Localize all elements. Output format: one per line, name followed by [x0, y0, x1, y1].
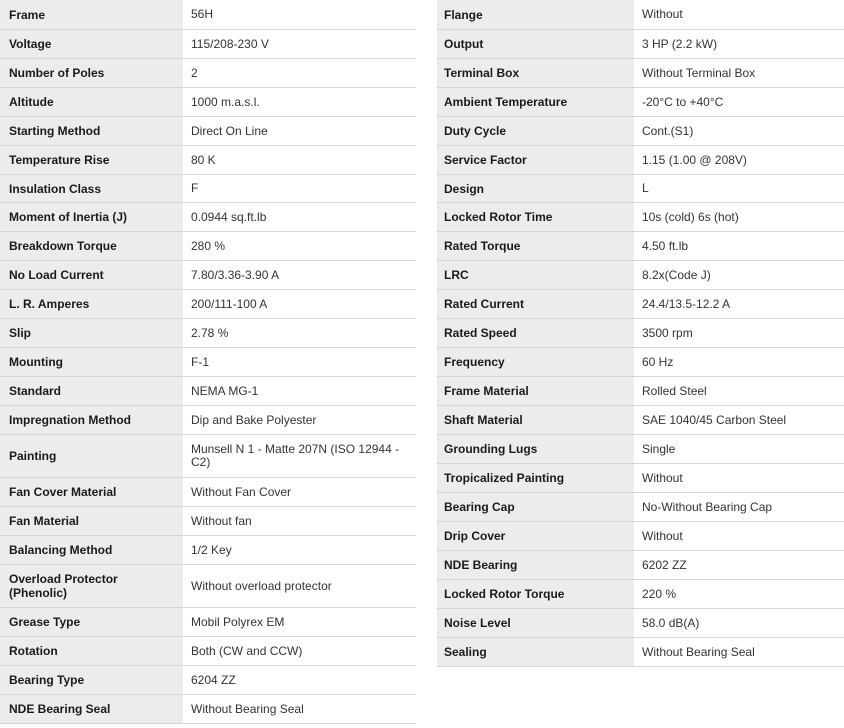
spec-row	[0, 290, 416, 319]
spec-label: Locked Rotor Time	[437, 203, 634, 231]
spec-value: Cont.(S1)	[634, 117, 844, 145]
spec-row	[437, 609, 844, 638]
spec-row	[437, 0, 844, 30]
spec-label: Rated Torque	[437, 232, 634, 260]
spec-label: Duty Cycle	[437, 117, 634, 145]
spec-row	[437, 406, 844, 435]
spec-value: 10s (cold) 6s (hot)	[634, 203, 844, 231]
spec-row	[0, 232, 416, 261]
spec-value: 280 %	[183, 232, 416, 260]
spec-label: Standard	[0, 377, 183, 405]
spec-value: 6204 ZZ	[183, 666, 416, 694]
spec-label: Terminal Box	[437, 59, 634, 87]
spec-row	[0, 478, 416, 507]
spec-label: Service Factor	[437, 146, 634, 174]
spec-row	[437, 493, 844, 522]
spec-value: 3 HP (2.2 kW)	[634, 30, 844, 58]
spec-value: 8.2x(Code J)	[634, 261, 844, 289]
spec-value: Without Bearing Seal	[183, 695, 416, 723]
spec-value: Both (CW and CCW)	[183, 637, 416, 665]
spec-label: LRC	[437, 261, 634, 289]
spec-label: Altitude	[0, 88, 183, 116]
spec-label: Moment of Inertia (J)	[0, 203, 183, 231]
spec-label: Bearing Cap	[437, 493, 634, 521]
spec-row	[437, 522, 844, 551]
spec-value: 115/208-230 V	[183, 30, 416, 58]
spec-value: 24.4/13.5-12.2 A	[634, 290, 844, 318]
spec-label: Tropicalized Painting	[437, 464, 634, 492]
spec-row	[0, 0, 416, 30]
spec-label: Bearing Type	[0, 666, 183, 694]
spec-label: Noise Level	[437, 609, 634, 637]
spec-label: Temperature Rise	[0, 146, 183, 174]
spec-row	[0, 695, 416, 724]
spec-label: Design	[437, 175, 634, 202]
spec-row	[437, 377, 844, 406]
spec-label: Painting	[0, 435, 183, 477]
spec-label: Frame Material	[437, 377, 634, 405]
spec-value: 0.0944 sq.ft.lb	[183, 203, 416, 231]
spec-value: Without	[634, 0, 844, 29]
spec-label: Fan Material	[0, 507, 183, 535]
spec-value: 2.78 %	[183, 319, 416, 347]
spec-label: Voltage	[0, 30, 183, 58]
spec-label: Rated Current	[437, 290, 634, 318]
spec-value: Dip and Bake Polyester	[183, 406, 416, 434]
spec-value: 80 K	[183, 146, 416, 174]
spec-row	[437, 348, 844, 377]
spec-value: 56H	[183, 0, 416, 29]
spec-row	[0, 146, 416, 175]
spec-row	[0, 565, 416, 608]
spec-value: 60 Hz	[634, 348, 844, 376]
spec-label: L. R. Amperes	[0, 290, 183, 318]
spec-value: Direct On Line	[183, 117, 416, 145]
spec-label: Impregnation Method	[0, 406, 183, 434]
spec-value: 1.15 (1.00 @ 208V)	[634, 146, 844, 174]
spec-label: Number of Poles	[0, 59, 183, 87]
spec-label: Grease Type	[0, 608, 183, 636]
spec-row	[0, 536, 416, 565]
spec-row	[0, 435, 416, 478]
spec-row	[437, 290, 844, 319]
spec-row	[0, 319, 416, 348]
spec-row	[0, 637, 416, 666]
spec-value: Without Bearing Seal	[634, 638, 844, 666]
spec-row	[437, 464, 844, 493]
spec-value: 3500 rpm	[634, 319, 844, 347]
spec-value: 200/111-100 A	[183, 290, 416, 318]
spec-table-left	[0, 0, 416, 724]
spec-value: 2	[183, 59, 416, 87]
spec-label: Locked Rotor Torque	[437, 580, 634, 608]
spec-row	[0, 175, 416, 203]
spec-row	[0, 59, 416, 88]
spec-row	[437, 638, 844, 667]
spec-row	[437, 59, 844, 88]
spec-row	[0, 203, 416, 232]
spec-label: Rotation	[0, 637, 183, 665]
spec-label: Breakdown Torque	[0, 232, 183, 260]
spec-label: Output	[437, 30, 634, 58]
spec-label: Ambient Temperature	[437, 88, 634, 116]
spec-row	[437, 175, 844, 203]
spec-row	[437, 30, 844, 59]
spec-label: Balancing Method	[0, 536, 183, 564]
spec-value: 1/2 Key	[183, 536, 416, 564]
spec-value: SAE 1040/45 Carbon Steel	[634, 406, 844, 434]
spec-value: 7.80/3.36-3.90 A	[183, 261, 416, 289]
spec-row	[437, 117, 844, 146]
spec-label: Flange	[437, 0, 634, 29]
spec-row	[437, 319, 844, 348]
spec-value: Single	[634, 435, 844, 463]
spec-row	[0, 666, 416, 695]
spec-label: Slip	[0, 319, 183, 347]
spec-value: -20°C to +40°C	[634, 88, 844, 116]
spec-value: Without	[634, 464, 844, 492]
spec-table-right	[437, 0, 844, 667]
spec-row	[437, 88, 844, 117]
spec-value: Without fan	[183, 507, 416, 535]
spec-row	[437, 435, 844, 464]
spec-row	[437, 580, 844, 609]
spec-row	[0, 30, 416, 59]
spec-label: Sealing	[437, 638, 634, 666]
spec-row	[0, 261, 416, 290]
spec-label: Grounding Lugs	[437, 435, 634, 463]
spec-label: NDE Bearing	[437, 551, 634, 579]
spec-value: 4.50 ft.lb	[634, 232, 844, 260]
spec-value: No-Without Bearing Cap	[634, 493, 844, 521]
spec-value: Without overload protector	[183, 565, 416, 607]
spec-row	[437, 146, 844, 175]
spec-row	[437, 232, 844, 261]
spec-label: Fan Cover Material	[0, 478, 183, 506]
spec-value: F	[183, 175, 416, 202]
spec-value: F-1	[183, 348, 416, 376]
spec-label: No Load Current	[0, 261, 183, 289]
spec-row	[0, 348, 416, 377]
spec-label: Frequency	[437, 348, 634, 376]
spec-label: Starting Method	[0, 117, 183, 145]
spec-row	[437, 203, 844, 232]
spec-row	[0, 377, 416, 406]
spec-value: 1000 m.a.s.l.	[183, 88, 416, 116]
spec-value: 220 %	[634, 580, 844, 608]
spec-label: Overload Protector (Phenolic)	[0, 565, 183, 607]
spec-value: 58.0 dB(A)	[634, 609, 844, 637]
spec-row	[0, 406, 416, 435]
spec-value: NEMA MG-1	[183, 377, 416, 405]
spec-row	[437, 551, 844, 580]
spec-value: 6202 ZZ	[634, 551, 844, 579]
spec-label: Insulation Class	[0, 175, 183, 202]
spec-value: Without	[634, 522, 844, 550]
spec-row	[437, 261, 844, 290]
spec-row	[0, 507, 416, 536]
spec-row	[0, 608, 416, 637]
spec-value: Mobil Polyrex EM	[183, 608, 416, 636]
spec-label: NDE Bearing Seal	[0, 695, 183, 723]
spec-label: Drip Cover	[437, 522, 634, 550]
spec-row	[0, 88, 416, 117]
spec-value: Rolled Steel	[634, 377, 844, 405]
spec-value: L	[634, 175, 844, 202]
spec-row	[0, 117, 416, 146]
spec-value: Munsell N 1 - Matte 207N (ISO 12944 - C2)	[183, 435, 416, 477]
spec-value: Without Fan Cover	[183, 478, 416, 506]
spec-value: Without Terminal Box	[634, 59, 844, 87]
spec-label: Frame	[0, 0, 183, 29]
spec-label: Mounting	[0, 348, 183, 376]
spec-label: Shaft Material	[437, 406, 634, 434]
spec-label: Rated Speed	[437, 319, 634, 347]
